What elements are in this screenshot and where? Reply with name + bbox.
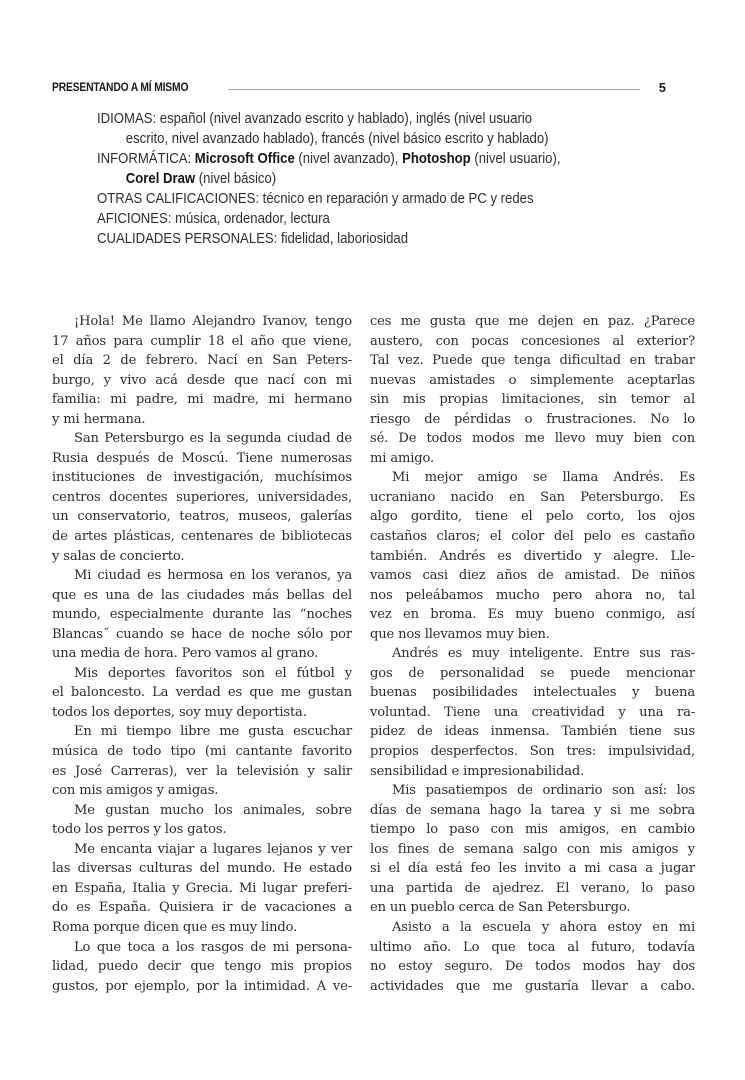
text-line: Me encanta viajar a lugares lejanos y ver — [74, 841, 352, 857]
text-line: buenas posibilidades intelectuales y buena — [370, 685, 695, 701]
info-informatica-cont — [97, 169, 601, 189]
text-line: con mis amigos y amigas. — [52, 783, 219, 799]
text-line: lidad, puedo decir que tengo mis propios — [52, 959, 352, 975]
text-line: algo gordito, tiene el pelo corto, los ojos — [370, 509, 695, 525]
paragraph — [370, 918, 695, 996]
text-line: sé. De todos modos me llevo muy bien con — [370, 431, 695, 447]
text-line: no estoy seguro. De todos modos hay dos — [370, 959, 695, 975]
software-photoshop: Photoshop — [402, 151, 471, 167]
text-line: 17 años para cumplir 18 el año que viene, — [52, 333, 352, 349]
informatica-label: INFORMÁTICA: — [97, 151, 195, 167]
text-line: todo los perros y los gatos. — [52, 822, 227, 838]
info-idiomas: IDIOMAS: español (nivel avanzado escrito y hablado), inglés (nivel usuario — [97, 111, 533, 127]
text-line: Mis pasatiempos de ordinario son así: los — [392, 783, 695, 799]
paragraph — [370, 468, 695, 644]
text-line: actividades que me gustaría llevar a cabo. — [370, 978, 695, 994]
text-line: los fines de semana salgo con mis amigos y — [370, 841, 695, 857]
text-line: pidez de ideas inmensa. También tiene sus — [370, 724, 695, 740]
info-informatica — [97, 149, 601, 169]
paragraph — [52, 801, 352, 840]
text-line: también. Andrés es divertido y alegre. Lle- — [370, 548, 695, 564]
text-line: una partida de ajedrez. El verano, lo paso — [370, 880, 695, 896]
text-line: de artes plásticas, centenares de bibliotecas — [52, 529, 352, 545]
text-line: ces me gusta que me dejen en paz. ¿Parece — [370, 314, 695, 329]
running-header — [52, 80, 674, 98]
left-column — [52, 312, 352, 996]
text-line: el baloncesto. La verdad es que me gustan — [52, 685, 352, 701]
text-line: centros docentes superiores, universidades, — [52, 489, 352, 505]
text-line: si el día está feo les invito a mi casa a jugar — [370, 861, 695, 877]
text-line: Mi ciudad es hermosa en los veranos, ya — [74, 568, 352, 584]
paragraph — [370, 644, 695, 781]
text-line: instituciones de investigación, muchísimos — [52, 470, 352, 486]
text-line: vamos casi diez años de amistad. De niños — [370, 568, 695, 584]
personal-info-block — [97, 109, 657, 249]
text-line: en España, Italia y Grecia. Mi lugar preferi- — [52, 880, 352, 896]
chapter-title: PRESENTANDO A MÍ MISMO — [52, 80, 189, 94]
text-line: mi amigo. — [370, 450, 435, 466]
paragraph — [52, 938, 352, 997]
software-corel-draw: Corel Draw — [125, 171, 196, 187]
text-line: nos peleábamos mucho pero ahora no, tal — [370, 587, 695, 603]
text-line: días de semana hago la tarea y si me sobra — [370, 802, 695, 818]
text-line: riesgo de pérdidas o frustraciones. No lo — [370, 411, 695, 427]
text-line: y salas de concierto. — [52, 548, 185, 564]
text-line: en un pueblo cerca de San Petersburgo. — [370, 900, 631, 916]
text-line: familia: mi padre, mi madre, mi hermano — [52, 392, 352, 408]
paragraph — [52, 664, 352, 723]
text-line: Tal vez. Puede que tenga dificultad en trabar — [370, 353, 695, 369]
text-line: gustos, por ejemplo, por la intimidad. A ve- — [52, 978, 352, 994]
right-column — [370, 312, 695, 996]
text-line: tiempo lo paso con mis amigos, en cambio — [370, 822, 695, 838]
text-line: mundo, especialmente durante las “noches — [52, 607, 352, 623]
paragraph — [52, 312, 352, 429]
text-line: vez en broma. Es muy bueno conmigo, así — [370, 607, 695, 623]
text-line: es José Carreras), ver la televisión y salir — [52, 763, 352, 779]
software-microsoft-office: Microsoft Office — [194, 151, 295, 167]
text-line: Asisto a la escuela y ahora estoy en mi — [392, 919, 695, 935]
text-line: En mi tiempo libre me gusta escuchar — [74, 724, 352, 740]
text-line: sensibilidad e impresionabilidad. — [370, 763, 585, 779]
header-rule — [228, 89, 640, 90]
info-otras: OTRAS CALIFICACIONES: técnico en reparación y armado de PC y redes — [97, 191, 534, 207]
page-number: 5 — [658, 80, 666, 95]
text-line: un conservatorio, teatros, museos, galerías — [52, 509, 352, 525]
text-line: una media de hora. Pero vamos al grano. — [52, 646, 319, 662]
text-line: propios desperfectos. Son tres: impulsividad, — [370, 744, 695, 760]
paragraph — [52, 840, 352, 938]
text-line: y mi hermana. — [52, 411, 146, 427]
text-line: que nos llevamos muy bien. — [370, 626, 550, 642]
text-line: sin mis propias limitaciones, sin temor al — [370, 392, 695, 408]
paragraph — [370, 781, 695, 918]
info-cualidades: CUALIDADES PERSONALES: fidelidad, laboriosidad — [97, 231, 409, 247]
software-level: (nivel avanzado), — [294, 151, 403, 167]
text-line: Blancas˝ cuando se hace de noche sólo por — [52, 626, 352, 642]
text-line: ucraniano nacido en San Petersburgo. Es — [370, 489, 695, 505]
text-line: música de todo tipo (mi cantante favorito — [52, 744, 352, 760]
text-line: do es España. Quisiera ir de vacaciones a — [52, 900, 352, 916]
paragraph — [52, 429, 352, 566]
text-line: Mis deportes favoritos son el fútbol y — [74, 665, 352, 681]
text-line: Rusia después de Moscú. Tiene numerosas — [52, 450, 352, 466]
text-line: Me gustan mucho los animales, sobre — [74, 802, 352, 818]
text-line: austero, con pocas concesiones al exterior? — [370, 333, 695, 349]
text-line: Lo que toca a los rasgos de mi persona- — [74, 939, 352, 955]
software-level: (nivel básico) — [195, 171, 277, 187]
text-line: que es una de las ciudades más bellas del — [52, 587, 352, 603]
paragraph — [52, 566, 352, 664]
text-line: el día 2 de febrero. Nací en San Peters- — [52, 353, 352, 369]
text-line: Andrés es muy inteligente. Entre sus ras- — [392, 646, 695, 662]
text-line: ultimo año. Lo que toca al futuro, todavía — [370, 939, 695, 955]
text-line: voluntad. Tiene una creatividad y una ra- — [370, 704, 695, 720]
text-line: burgo, y vivo acá desde que nací con mi — [52, 372, 352, 388]
paragraph-continued — [370, 312, 695, 468]
text-line: castaños claros; el color del pelo es castaño — [370, 529, 695, 545]
text-line: San Petersburgo es la segunda ciudad de — [74, 431, 352, 447]
info-aficiones: AFICIONES: música, ordenador, lectura — [97, 211, 330, 227]
info-idiomas-cont: escrito, nivel avanzado hablado), francés (nivel básico escrito y hablado) — [125, 131, 549, 147]
text-line: todos los deportes, soy muy deportista. — [52, 704, 307, 720]
text-line: las diversas culturas del mundo. He estado — [52, 861, 352, 877]
software-level: (nivel usuario), — [470, 151, 561, 167]
text-line: nuevas amistades o simplemente aceptarlas — [370, 372, 695, 388]
text-line: ¡Hola! Me llamo Alejandro Ivanov, tengo — [74, 314, 352, 329]
paragraph — [52, 722, 352, 800]
text-line: Mi mejor amigo se llama Andrés. Es — [392, 470, 695, 486]
text-line: Roma porque dicen que es muy lindo. — [52, 919, 298, 935]
text-line: gos de personalidad se puede mencionar — [370, 665, 695, 681]
